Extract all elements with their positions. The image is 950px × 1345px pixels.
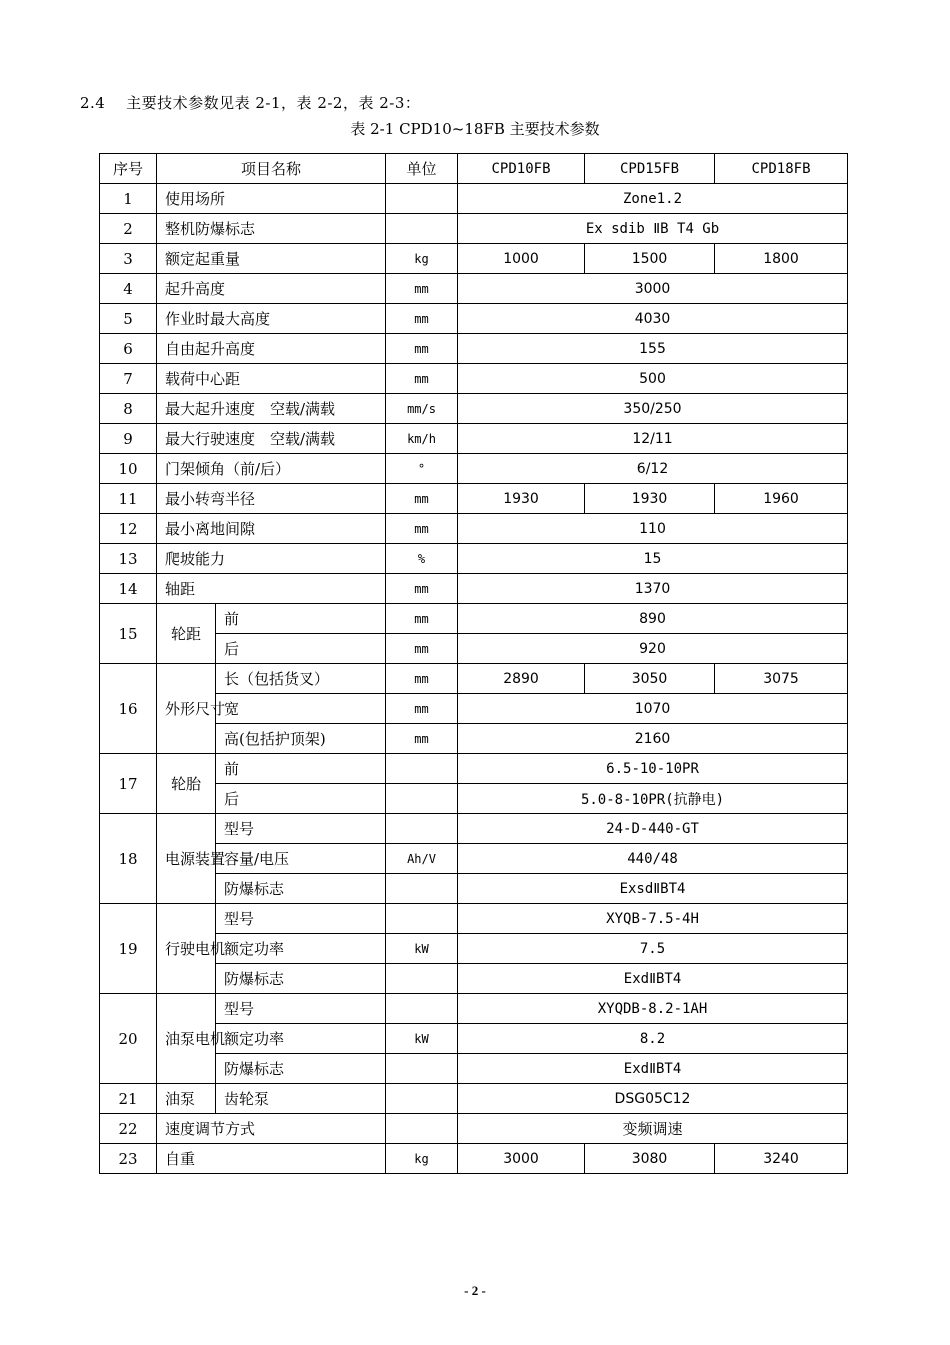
row-no: 16 — [100, 664, 157, 754]
row-subitem: 型号 — [216, 814, 386, 844]
row-value-model-2: 3050 — [585, 664, 715, 694]
table-row — [100, 904, 848, 934]
table-caption: 表 2-1 CPD10~18FB 主要技术参数 — [350, 120, 600, 138]
row-unit: kW — [386, 934, 458, 964]
row-value: 24-D-440-GT — [458, 814, 848, 844]
row-value: 1370 — [458, 574, 848, 604]
row-unit: mm — [386, 484, 458, 514]
row-unit: mm — [386, 274, 458, 304]
table-row — [100, 214, 848, 244]
row-value: DSG05C12 — [458, 1084, 848, 1114]
header-item: 项目名称 — [157, 154, 386, 184]
table-row — [100, 1144, 848, 1174]
table-row — [100, 394, 848, 424]
row-subitem: 后 — [216, 784, 386, 814]
row-item: 自由起升高度 — [157, 334, 386, 364]
row-unit — [386, 214, 458, 244]
table-row — [100, 544, 848, 574]
row-group-label: 电源装置 — [157, 814, 216, 904]
row-unit: Ah/V — [386, 844, 458, 874]
row-unit: kW — [386, 1024, 458, 1054]
row-no: 22 — [100, 1114, 157, 1144]
row-value-model-1: 1930 — [458, 484, 585, 514]
row-item: 爬坡能力 — [157, 544, 386, 574]
table-row — [100, 454, 848, 484]
row-value-model-2: 1930 — [585, 484, 715, 514]
row-value: ExsdⅡBT4 — [458, 874, 848, 904]
row-group-label: 外形尺寸 — [157, 664, 216, 754]
row-value: 变频调速 — [458, 1114, 848, 1144]
row-item: 轴距 — [157, 574, 386, 604]
row-group-label: 油泵电机 — [157, 994, 216, 1084]
table-row — [100, 244, 848, 274]
row-value: 1070 — [458, 694, 848, 724]
row-value: 155 — [458, 334, 848, 364]
row-value: 110 — [458, 514, 848, 544]
row-subitem: 齿轮泵 — [216, 1084, 386, 1114]
row-value: 2160 — [458, 724, 848, 754]
row-no: 11 — [100, 484, 157, 514]
row-subitem: 防爆标志 — [216, 964, 386, 994]
row-value: 500 — [458, 364, 848, 394]
row-item: 载荷中心距 — [157, 364, 386, 394]
row-value: 12/11 — [458, 424, 848, 454]
row-unit — [386, 964, 458, 994]
row-value: 6/12 — [458, 454, 848, 484]
row-group-label: 油泵 — [157, 1084, 216, 1114]
row-no: 6 — [100, 334, 157, 364]
row-subitem: 高(包括护顶架) — [216, 724, 386, 754]
row-value: 8.2 — [458, 1024, 848, 1054]
row-unit: mm — [386, 634, 458, 664]
row-group-label: 轮距 — [157, 604, 216, 664]
row-value: 350/250 — [458, 394, 848, 424]
table-row — [100, 754, 848, 784]
row-no: 13 — [100, 544, 157, 574]
row-item: 额定起重量 — [157, 244, 386, 274]
row-unit: km/h — [386, 424, 458, 454]
row-no: 17 — [100, 754, 157, 814]
row-unit: mm/s — [386, 394, 458, 424]
row-unit: mm — [386, 574, 458, 604]
row-subitem: 额定功率 — [216, 934, 386, 964]
row-item: 速度调节方式 — [157, 1114, 386, 1144]
row-unit — [386, 1084, 458, 1114]
row-no: 14 — [100, 574, 157, 604]
row-value: XYQB-7.5-4H — [458, 904, 848, 934]
table-row — [100, 184, 848, 214]
spec-table — [99, 153, 848, 1174]
row-group-label: 行驶电机 — [157, 904, 216, 994]
header-model-2: CPD15FB — [585, 154, 715, 184]
row-no: 18 — [100, 814, 157, 904]
row-no: 4 — [100, 274, 157, 304]
row-item: 门架倾角（前/后） — [157, 454, 386, 484]
row-value: 890 — [458, 604, 848, 634]
row-item: 自重 — [157, 1144, 386, 1174]
row-unit: mm — [386, 514, 458, 544]
row-no: 23 — [100, 1144, 157, 1174]
row-unit — [386, 994, 458, 1024]
header-model-1: CPD10FB — [458, 154, 585, 184]
row-no: 15 — [100, 604, 157, 664]
row-item: 最大行驶速度 空载/满载 — [157, 424, 386, 454]
row-item: 作业时最大高度 — [157, 304, 386, 334]
row-subitem: 容量/电压 — [216, 844, 386, 874]
row-unit: mm — [386, 724, 458, 754]
row-value: 7.5 — [458, 934, 848, 964]
row-no: 19 — [100, 904, 157, 994]
table-row — [100, 334, 848, 364]
row-subitem: 长（包括货叉） — [216, 664, 386, 694]
table-row — [100, 664, 848, 694]
row-no: 9 — [100, 424, 157, 454]
row-item: 最大起升速度 空载/满载 — [157, 394, 386, 424]
row-item: 整机防爆标志 — [157, 214, 386, 244]
row-subitem: 前 — [216, 604, 386, 634]
row-value-model-1: 1000 — [458, 244, 585, 274]
row-subitem: 后 — [216, 634, 386, 664]
table-row — [100, 364, 848, 394]
row-group-label: 轮胎 — [157, 754, 216, 814]
row-value: 920 — [458, 634, 848, 664]
row-unit — [386, 784, 458, 814]
row-value-model-3: 1960 — [715, 484, 848, 514]
row-no: 7 — [100, 364, 157, 394]
row-value: 3000 — [458, 274, 848, 304]
row-unit — [386, 184, 458, 214]
row-value-model-1: 3000 — [458, 1144, 585, 1174]
row-no: 21 — [100, 1084, 157, 1114]
header-no: 序号 — [100, 154, 157, 184]
row-value-model-3: 3075 — [715, 664, 848, 694]
row-value: ExdⅡBT4 — [458, 1054, 848, 1084]
row-value: ExdⅡBT4 — [458, 964, 848, 994]
row-subitem: 防爆标志 — [216, 874, 386, 904]
row-value: 6.5-10-10PR — [458, 754, 848, 784]
row-value-model-2: 1500 — [585, 244, 715, 274]
row-unit — [386, 814, 458, 844]
row-subitem: 防爆标志 — [216, 1054, 386, 1084]
header-model-3: CPD18FB — [715, 154, 848, 184]
table-row — [100, 1084, 848, 1114]
table-row — [100, 1114, 848, 1144]
table-row — [100, 604, 848, 634]
section-heading: 2.4 主要技术参数见表 2-1，表 2-2，表 2-3： — [80, 94, 421, 112]
row-subitem: 型号 — [216, 994, 386, 1024]
row-subitem: 额定功率 — [216, 1024, 386, 1054]
row-unit — [386, 1054, 458, 1084]
row-item: 最小转弯半径 — [157, 484, 386, 514]
row-no: 10 — [100, 454, 157, 484]
header-unit: 单位 — [386, 154, 458, 184]
row-unit: mm — [386, 304, 458, 334]
row-no: 8 — [100, 394, 157, 424]
row-no: 5 — [100, 304, 157, 334]
row-no: 1 — [100, 184, 157, 214]
table-header-row — [100, 154, 848, 184]
row-unit: mm — [386, 694, 458, 724]
row-item: 起升高度 — [157, 274, 386, 304]
table-row — [100, 484, 848, 514]
row-unit — [386, 904, 458, 934]
row-value-model-1: 2890 — [458, 664, 585, 694]
row-no: 20 — [100, 994, 157, 1084]
row-value-model-2: 3080 — [585, 1144, 715, 1174]
row-unit: kg — [386, 1144, 458, 1174]
row-no: 2 — [100, 214, 157, 244]
row-unit — [386, 754, 458, 784]
row-unit: mm — [386, 334, 458, 364]
page-number: - 2 - — [464, 1283, 486, 1298]
row-unit: ° — [386, 454, 458, 484]
row-unit: mm — [386, 364, 458, 394]
row-item: 最小离地间隙 — [157, 514, 386, 544]
table-row — [100, 574, 848, 604]
row-value: Zone1.2 — [458, 184, 848, 214]
row-value-model-3: 3240 — [715, 1144, 848, 1174]
row-no: 3 — [100, 244, 157, 274]
row-unit: kg — [386, 244, 458, 274]
row-item: 使用场所 — [157, 184, 386, 214]
table-row — [100, 304, 848, 334]
row-value-model-3: 1800 — [715, 244, 848, 274]
row-value: XYQDB-8.2-1AH — [458, 994, 848, 1024]
row-value: Ex sdib ⅡB T4 Gb — [458, 214, 848, 244]
row-unit — [386, 874, 458, 904]
table-row — [100, 814, 848, 844]
row-value: 4030 — [458, 304, 848, 334]
row-no: 12 — [100, 514, 157, 544]
row-unit — [386, 1114, 458, 1144]
row-subitem: 前 — [216, 754, 386, 784]
table-row — [100, 514, 848, 544]
row-value: 440/48 — [458, 844, 848, 874]
row-subitem: 型号 — [216, 904, 386, 934]
row-unit: % — [386, 544, 458, 574]
table-row — [100, 994, 848, 1024]
row-subitem: 宽 — [216, 694, 386, 724]
table-row — [100, 274, 848, 304]
row-unit: mm — [386, 604, 458, 634]
table-row — [100, 424, 848, 454]
row-value: 15 — [458, 544, 848, 574]
row-value: 5.0-8-10PR(抗静电) — [458, 784, 848, 814]
row-unit: mm — [386, 664, 458, 694]
